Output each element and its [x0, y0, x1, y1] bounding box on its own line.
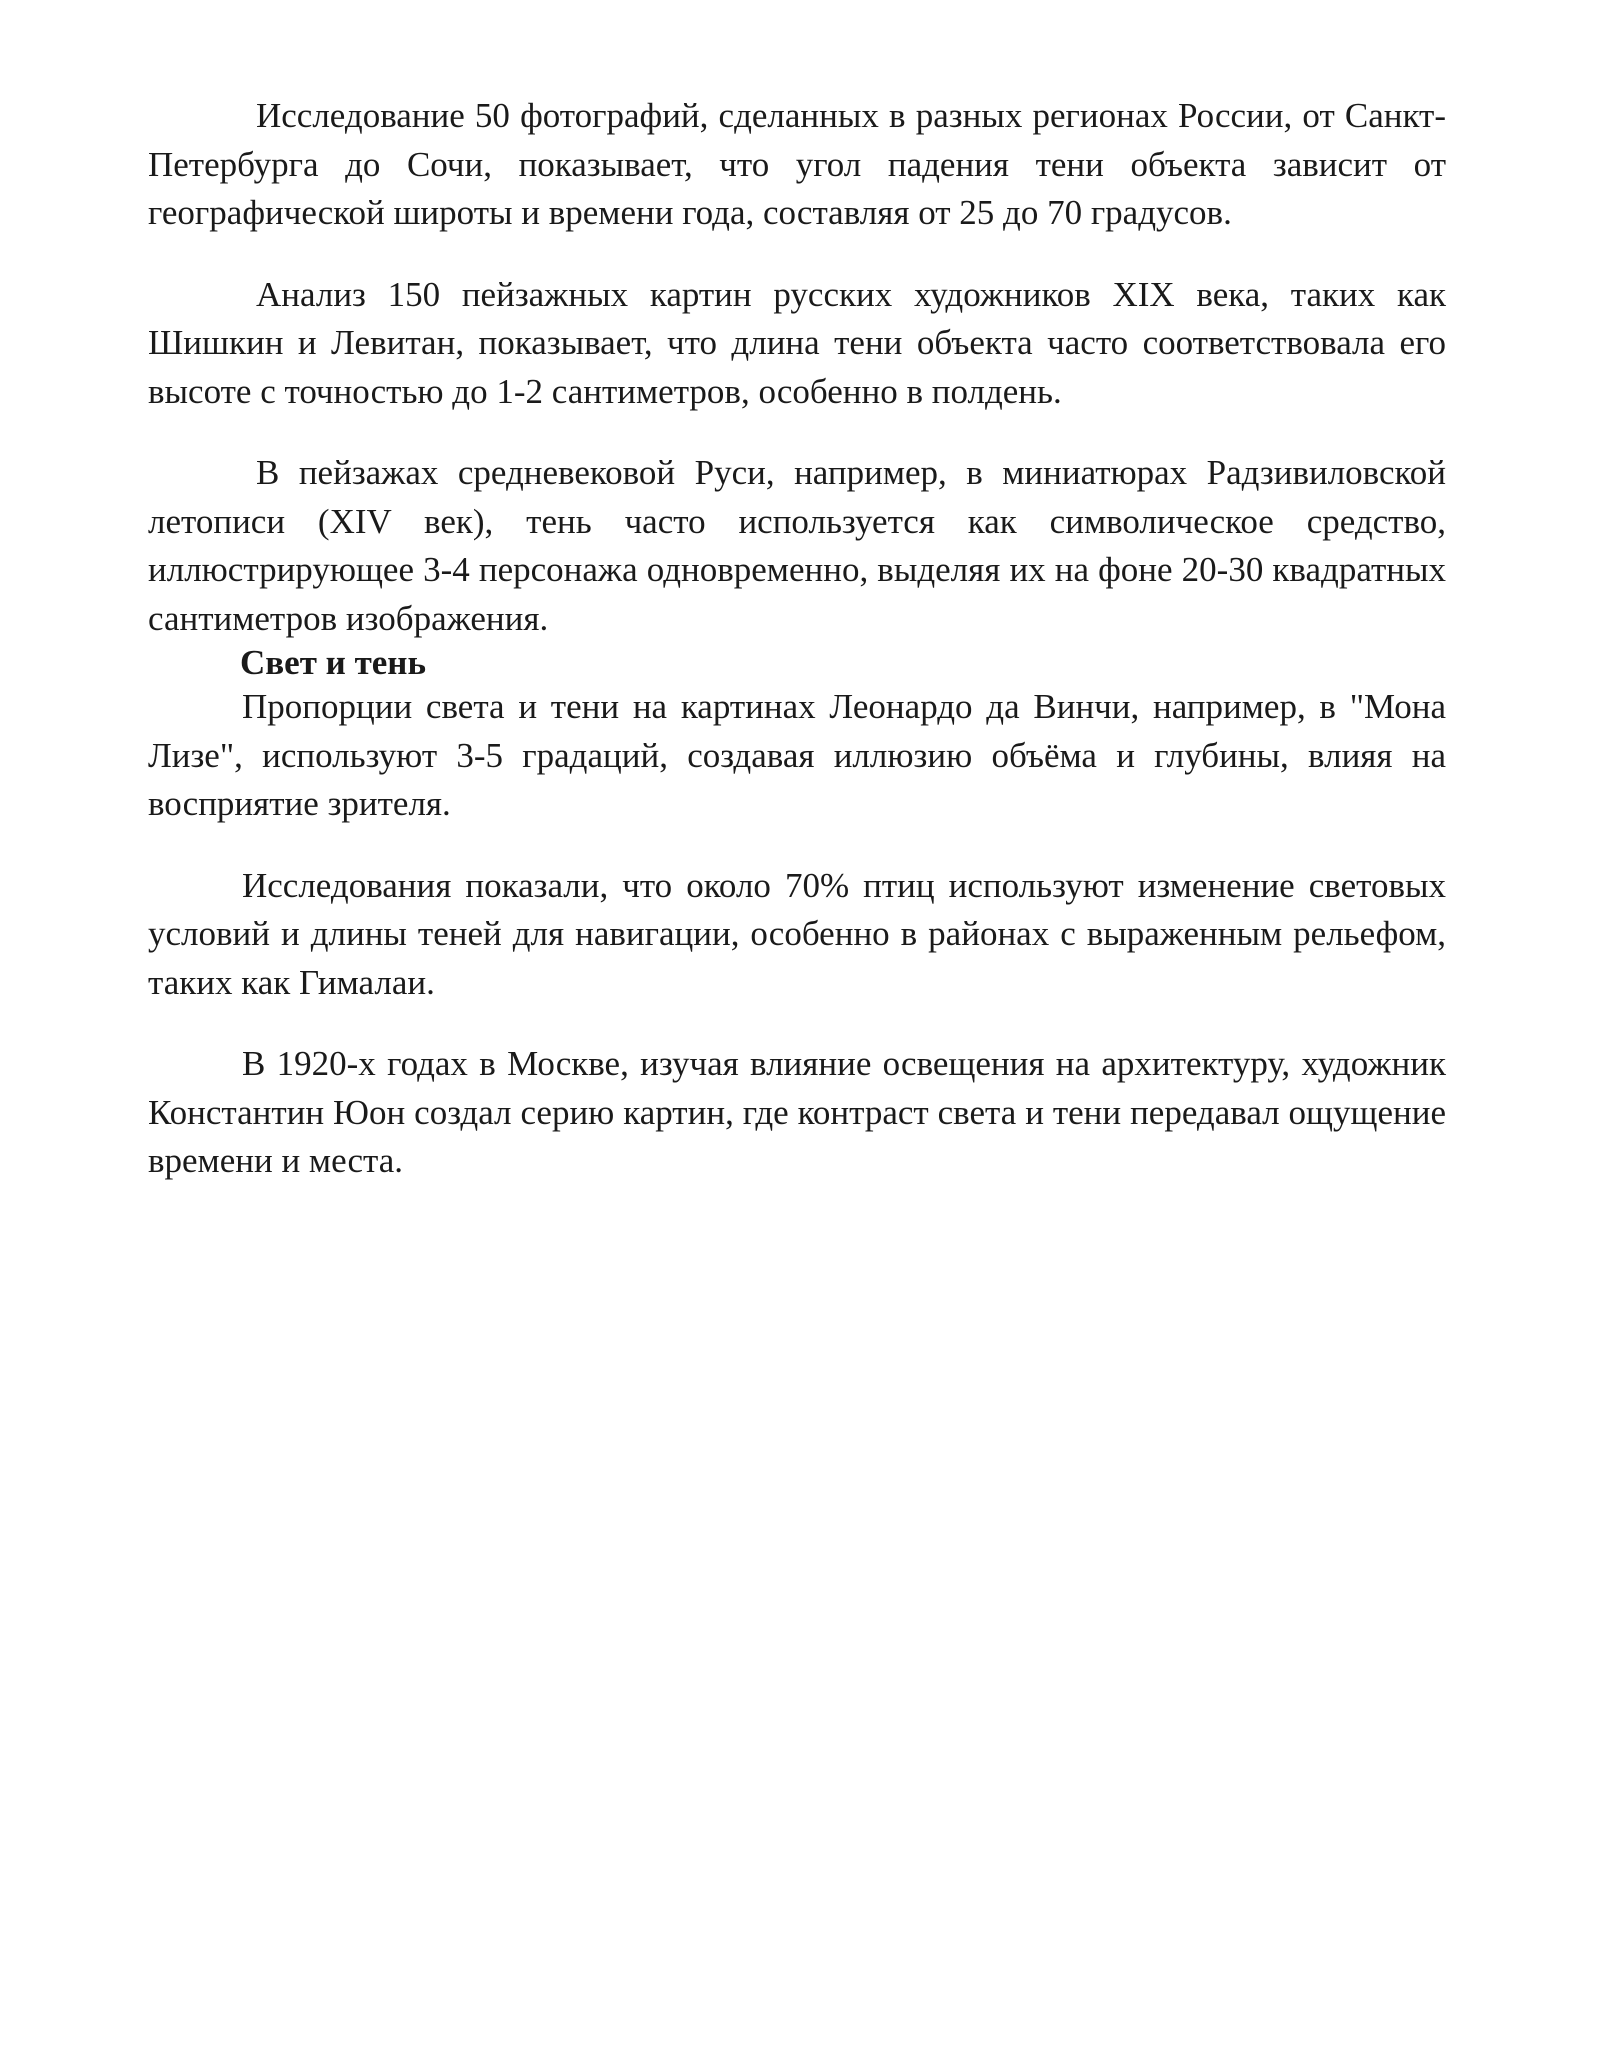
paragraph-landscape-analysis: Анализ 150 пейзажных картин русских художников XIX века, таких как Шишкин и Левитан, показывает, что длина тени объекта часто соответствовала его высоте с точностью до 1-2 сантиметров, особенно в полдень.	[148, 274, 1446, 411]
paragraph-medieval-rus: В пейзажах средневековой Руси, например, в миниатюрах Радзивиловской летописи (XIV век), тень часто используется как символическое средство, иллюстрирующее 3-4 персонажа одновременно, выделяя их на фоне 20-30 квадратных сантиметров изображения.	[148, 453, 1446, 638]
document-body	[148, 92, 1446, 1186]
paragraph-birds-navigation: Исследования показали, что около 70% птиц используют изменение световых условий и длины теней для навигации, особенно в районах с выраженным рельефом, таких как Гималаи.	[148, 865, 1446, 1002]
paragraph-photo-study: Исследование 50 фотографий, сделанных в разных регионах России, от Санкт-Петербурга до Сочи, показывает, что угол падения тени объекта зависит от географической широты и времени года, составляя от 25 до 70 градусов.	[148, 96, 1446, 232]
section-heading: Свет и тень	[240, 643, 426, 682]
paragraph-yuon-paintings: В 1920-х годах в Москве, изучая влияние освещения на архитектуру, художник Константин Юон создал серию картин, где контраст света и тени передавал ощущение времени и места.	[148, 1044, 1446, 1180]
paragraph-da-vinci: Пропорции света и тени на картинах Леонардо да Винчи, например, в "Мона Лизе", используют 3-5 градаций, создавая иллюзию объёма и глубины, влияя на восприятие зрителя.	[148, 687, 1446, 823]
